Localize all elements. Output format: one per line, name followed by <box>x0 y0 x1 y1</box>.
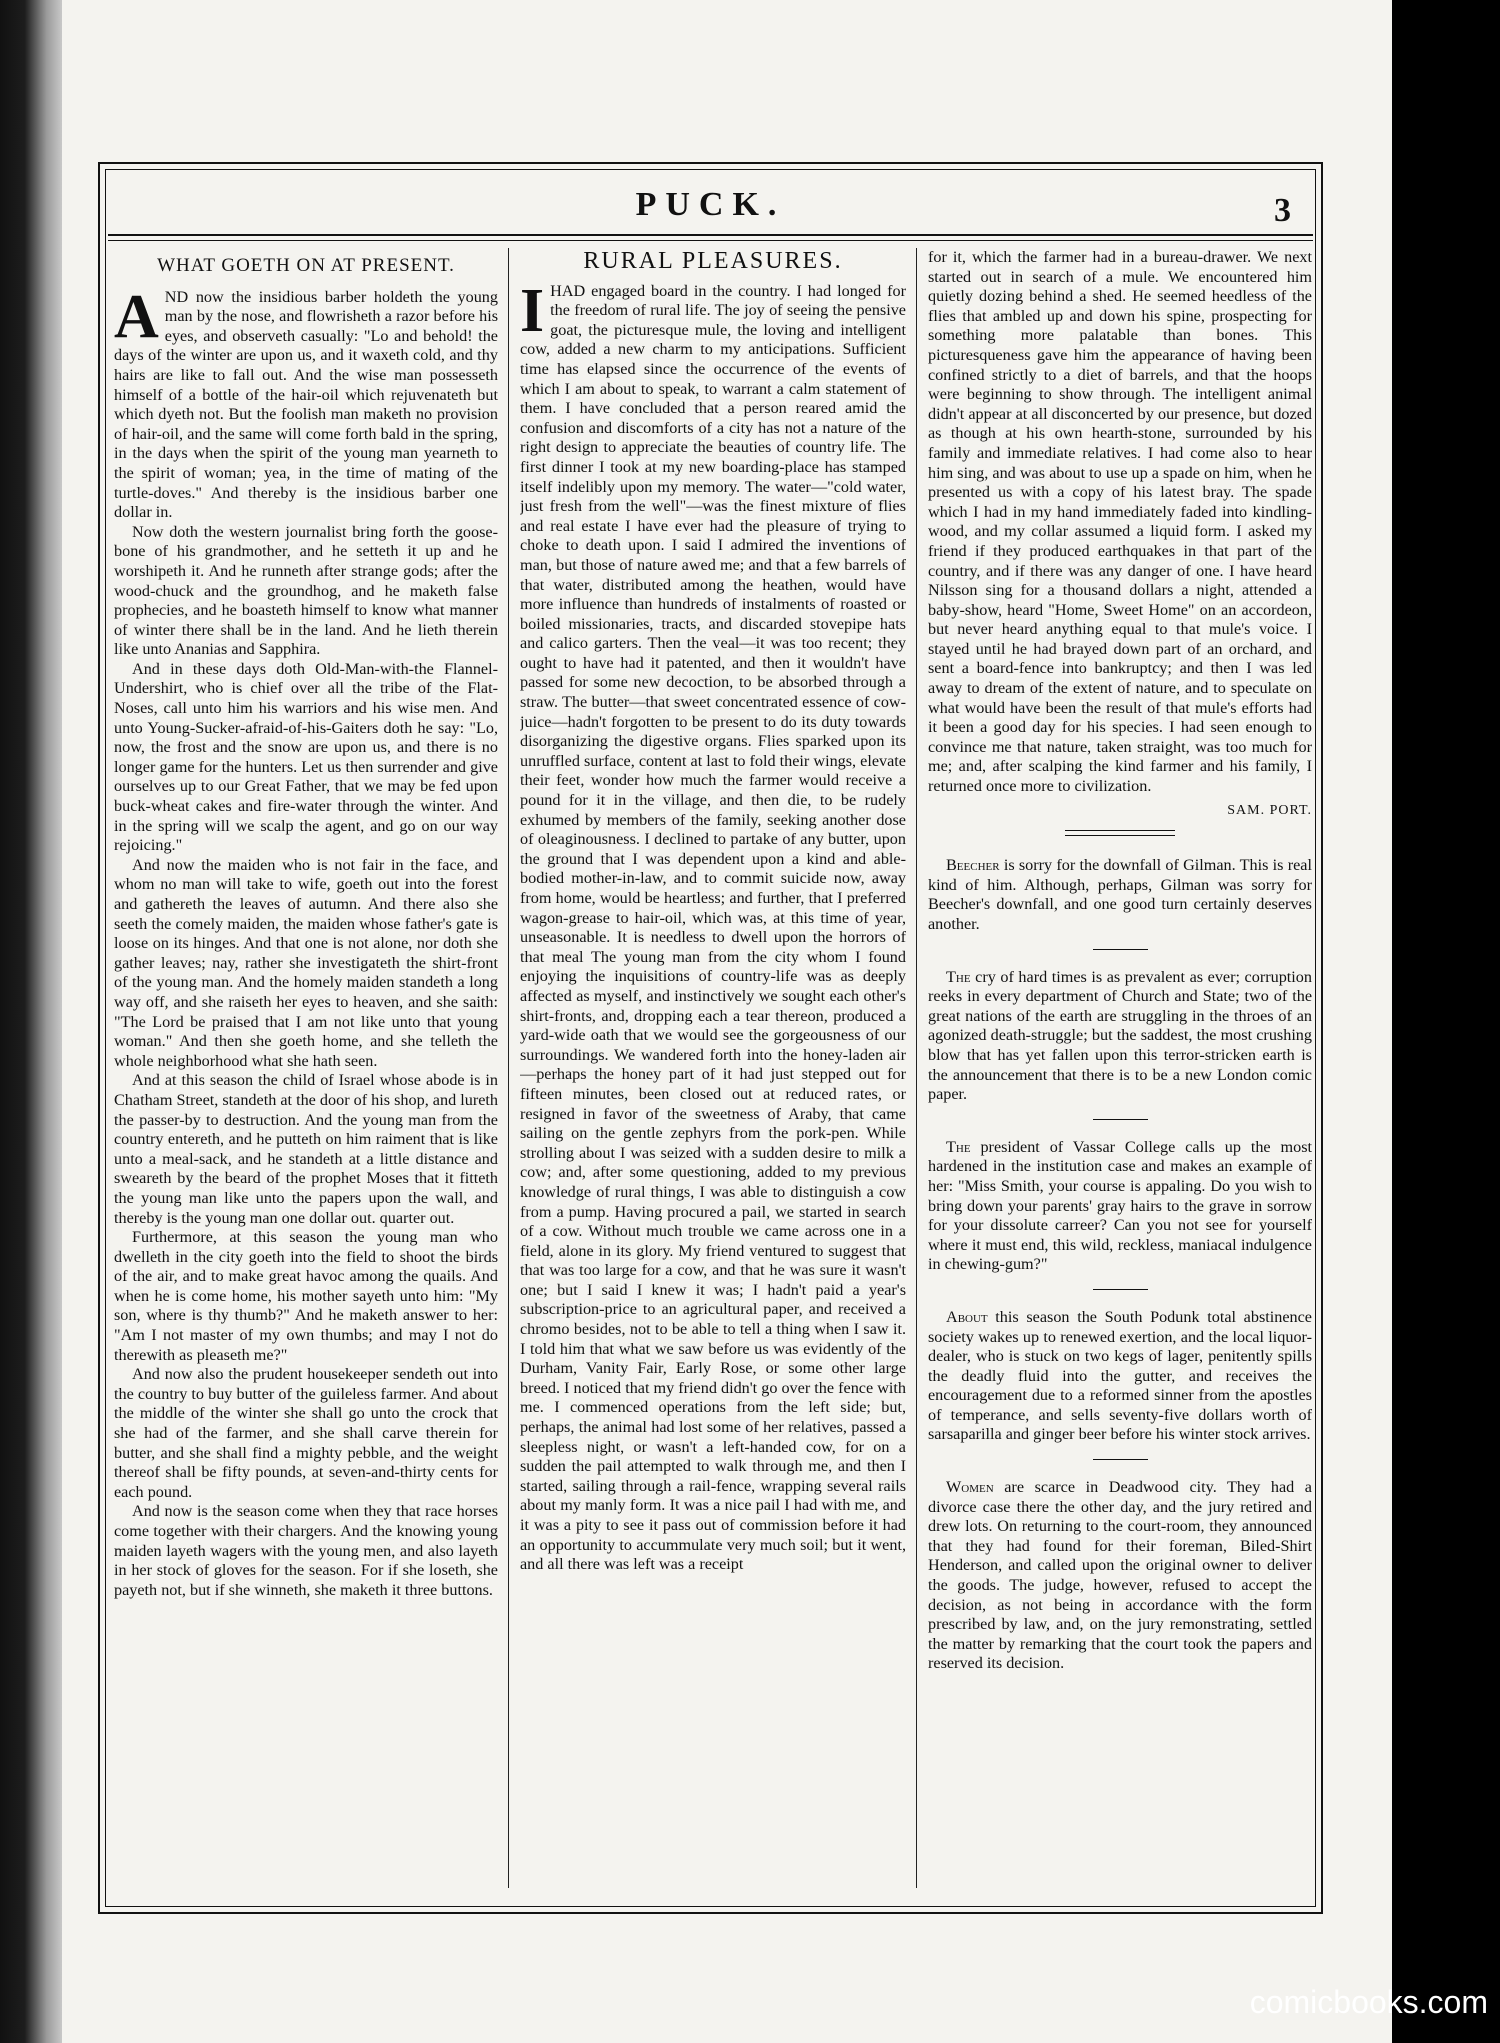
paragraph-item: The president of Vassar College calls up the most hardened in the institution case and makes an example of her: "Miss Smith, your course is appaling. Do you wish to bring down your parents' gray hairs to the grave in sorrow for your dissolute carreer? Can you not see for yourself where it must end, this wild, reckless, maniacal indulgence in chewing-gum?" <box>928 1137 1312 1274</box>
paragraph-item: The cry of hard times is as prevalent as ever; corruption reeks in every department of Church and State; two of the great nations of the earth are struggling in the throes of an agonized death-struggle; but the saddest, the most crushing blow that has yet fallen upon this terror-stricken earth is the announcement that there is to be a new London comic paper. <box>928 967 1312 1104</box>
article-paragraph: And now is the season come when they that race horses come together with their chargers. And the knowing young maiden layeth wagers with the young men, and also layeth in her stock of gloves for the season. For if she loseth, she payeth not, but if she winneth, she maketh it three buttons. <box>114 1502 498 1599</box>
item-divider <box>1093 1459 1148 1460</box>
article-paragraph: And now the maiden who is not fair in the face, and whom no man will take to wife, goeth out into the forest and gathereth the leaves of autumn. And there also she seeth the comely maiden, the maiden whose father's gate is loose on its hinges. And that one is not alone, nor doth she gather leaves; nay, rather she investigateth the shirt-front of the young man. And the homely maiden standeth a long way off, and she raiseth her eyes to heaven, and she saith: "The Lord be praised that I am not like unto that young woman." And then she goeth home, and she telleth the whole neighborhood what she hath seen. <box>114 855 498 1070</box>
column-divider <box>916 248 917 1888</box>
column-3 <box>928 248 1312 1888</box>
page-number: 3 <box>1274 192 1291 229</box>
article-paragraph: And at this season the child of Israel whose abode is in Chatham Street, standeth at the door of his shop, and lureth the passer-by to destruction. And the young man from the country entereth, and he putteth on him raiment that is like unto a meal-sack, and he standeth at a little distance and sweareth by the beard of the prophet Moses that it fitteth the young man like unto the papers upon the wall, and thereby is the young man one dollar out. quarter out. <box>114 1071 498 1227</box>
item-divider <box>1093 1289 1148 1290</box>
binding-shadow <box>0 0 62 2043</box>
article-paragraph: And in these days doth Old-Man-with-the Flannel-Undershirt, who is chief over all the tribe of the Flat-Noses, call unto him his warriors and his wise men. And unto Young-Sucker-afraid-of-his-Gaiters doth he say: "Lo, now, the frost and the snow are upon us, and there is no longer game for the hunters. Let us then surrender and give ourselves up to our Great Father, that we may be fed upon buck-wheat cakes and fire-water through the winter. And in the spring will we scalp the agent, and go on our way rejoicing." <box>114 659 498 855</box>
item-divider <box>1093 1119 1148 1120</box>
scan-margin <box>1392 0 1500 2043</box>
article-paragraph: Furthermore, at this season the young man who dwelleth in the city goeth into the field to shoot the birds of the air, and to make great havoc among the quails. And when he is come home, his mother sayeth unto him: "My son, where is thy thumb?" And he maketh answer to her: "Am I not master of my own thumbs; and may I not do therewith as pleaseth me?" <box>114 1228 498 1364</box>
section-rule <box>1065 830 1175 836</box>
article-paragraph: And now also the prudent housekeeper sendeth out into the country to buy butter of the guileless farmer. And about the middle of the winter she shall go unto the crock that she had of the farmer, and she shall carve therein for butter, and she shall find a mighty pebble, and the weight thereof shall be fifty pounds, at seven-and-thirty cents for each pound. <box>114 1365 498 1501</box>
column-divider <box>508 248 509 1888</box>
site-watermark: comicbooks.com <box>1249 1984 1488 2020</box>
article-paragraph: for it, which the farmer had in a bureau-drawer. We next started out in search of a mule. We encountered him quietly dozing behind a shed. He seemed heedless of the flies that ambled up and down his spine, prospecting for something more palatable than bones. This picturesqueness gave him the appearance of having been confined strictly to a diet of barrels, and that the hoops were beginning to show through. The intelligent animal didn't appear at all disconcerted by our presence, but dozed as though at his own hearth-stone, surrounded by his family and immediate relatives. I had come also to hear him sing, and was about to use up a spade on him, when he presented us with a copy of his latest bray. The spade which I had in my hand immediately faded into kindling-wood, and my collar assumed a liquid form. I asked my friend if they produced earthquakes in that part of the country, and if there was any danger of one. I have heard Nilsson sing for a thousand dollars a night, attended a baby-show, heard "Home, Sweet Home" on an accordeon, but never heard anything equal to that mule's voice. I stayed until he had brayed down part of an orchard, and sent a board-fence into bankruptcy; and then I was led away to dream of the extent of nature, and to speculate on what would have been the result of that mule's efforts had it been a good day for his species. I had seen enough to convince me that nature, taken straight, was too much for me; and, after scalping the kind farmer and his family, I returned once more to civilization. <box>928 248 1312 796</box>
article-title: WHAT GOETH ON AT PRESENT. <box>157 255 455 276</box>
drop-cap: A <box>114 282 159 351</box>
header-rule <box>108 234 1313 241</box>
masthead-title: PUCK. <box>635 186 786 223</box>
column-2 <box>520 248 906 1888</box>
page-frame <box>98 162 1323 1914</box>
article-paragraph: Now doth the western journalist bring forth the goose-bone of his grandmother, and he setteth it up and he worshipeth it. And he runneth after strange gods; after the wood-chuck and the groundhog, and he maketh false prophecies, and he boasteth himself to know what manner of winter there shall be in the land. And he lieth therein like unto Ananias and Sapphira. <box>114 522 498 659</box>
drop-cap: I <box>520 276 545 345</box>
article-title: RURAL PLEASURES. <box>583 248 843 274</box>
article-paragraph: AND now the insidious barber holdeth the young man by the nose, and flowrisheth a razor before his eyes, and observeth casually: "Lo and behold! the days of the winter are upon us, and it waxeth cold, and thy hairs are like to fall out. And the wise man possesseth himself of a bottle of the hair-oil which rejuvenateth but which dyeth not. But the foolish man maketh no provision of hair-oil, and the same will come forth bald in the spring, in the days when the spirit of the young man yearneth to the spirit of woman; yea, in the time of mating of the turtle-doves." And thereby is the insidious barber one dollar in. <box>114 282 498 522</box>
item-divider <box>1093 949 1148 950</box>
paragraph-item: Women are scarce in Deadwood city. They had a divorce case there the other day, and the jury retired and drew lots. On returning to the court-room, they announced that they had found for their foreman, Biled-Shirt Henderson, and called upon the original owner to deliver the goods. The judge, however, refused to accept the decision, as not being in accordance with the form prescribed by law, and, on the jury remonstrating, settled the matter by remarking that the court took the papers and reserved its decision. <box>928 1478 1312 1673</box>
author-signature: SAM. PORT. <box>1227 802 1312 818</box>
paragraph-item: About this season the South Podunk total abstinence society wakes up to renewed exertion, and the local liquor-dealer, who is stuck on two kegs of lager, penitently spills the deadly fluid into the gutter, and receives the encouragement due to a reformed sinner from the apostles of temperance, and sells seventy-five dollars worth of sarsaparilla and ginger beer before his winter stock arrives. <box>928 1307 1312 1444</box>
column-1 <box>114 248 498 1888</box>
article-paragraph: IHAD engaged board in the country. I had longed for the freedom of rural life. The joy of seeing the pensive goat, the picturesque mule, the loving and intelligent cow, added a new charm to my anticipations. Sufficient time has elapsed since the occurrence of the events of which I am about to speak, to warrant a calm statement of them. I have concluded that a person reared amid the confusion and discomforts of a city has not a nature of the right design to appreciate the beauties of country life. The first dinner I took at my new boarding-place has stamped itself indelibly upon my memory. The water—"cold water, just fresh from the well"—was the finest mixture of flies and real estate I have ever had the pleasure of trying to choke to death upon. I said I admired the inventions of man, but those of nature awed me; and that a few barrels of that water, distributed among the heathen, would have more influence than hundreds of instalments of roasted or boiled missionaries, tracts, and discarded stovepipe hats and calico garters. Then the veal—it was too recent; they ought to have had it patented, and then it wouldn't have passed for some new decoction, to be absorbed through a straw. The butter—that sweet concentrated essence of cow-juice—hadn't forgotten to be present to do its duty towards disorganizing the digestive organs. Flies sparked upon its unruffled surface, content at last to fold their wings, elevate their feet, wonder how much the farmer would receive a pound for it in the village, and then die, to be rudely exhumed by members of the family, seeking another dose of oleaginousness. I declined to partake of any butter, upon the ground that I was dependent upon a kind and able-bodied mother-in-law, and to commit suicide now, away from home, would be heartless; and further, that I preferred wagon-grease to hair-oil, which was, at this time of year, unseasonable. It is needless to dwell upon the horrors of that meal The young man from the city whom I found enjoying the inquisitions of country-life was as deeply affected as myself, and instinctively we sought each other's shirt-fronts, and, dropping each a tear thereon, produced a yard-wide oath that we would see the gorgeousness of our surroundings. We wandered forth into the honey-laden air—perhaps the honey part of it had just stepped out for fifteen minutes, been closed out at reduced rates, or resigned in favor of the sweetness of Araby, that came sailing on the gentle zephyrs from the pork-pen. While strolling about I was seized with a sudden desire to milk a cow; and, after some questioning, added to my previous knowledge of rural things, I was able to distinguish a cow from a pump. Having procured a pail, we started in search of a cow. Without much trouble we came across one in a field, alone in its glory. My friend ventured to suggest that that was too large for a cow, and that he was sure it wasn't one; but I said I knew it was; I hadn't paid a year's subscription-price to an agricultural paper, and received a chromo besides, not to be able to tell a thing when I saw it. I told him that what we saw before us was evidently of the Durham, Vanity Fair, Early Rose, or some other large breed. I noticed that my friend didn't go over the fence with me. I commenced operations from the left side; but, perhaps, the animal had lost some of her relatives, passed a sleepless night, or wasn't a left-handed cow, for on a sudden the pail attempted to walk through me, and then I started, sailing through a rail-fence, wrapping several rails about my manly form. It was a nice pail I had with me, and it was a pity to see it pass out of commission before it had an opportunity to accummulate very much soil; but it went, and all there was left was a receipt <box>520 276 906 1574</box>
paragraph-item: Beecher is sorry for the downfall of Gilman. This is real kind of him. Although, perhaps, Gilman was sorry for Beecher's downfall, and one good turn certainly deserves another. <box>928 856 1312 933</box>
